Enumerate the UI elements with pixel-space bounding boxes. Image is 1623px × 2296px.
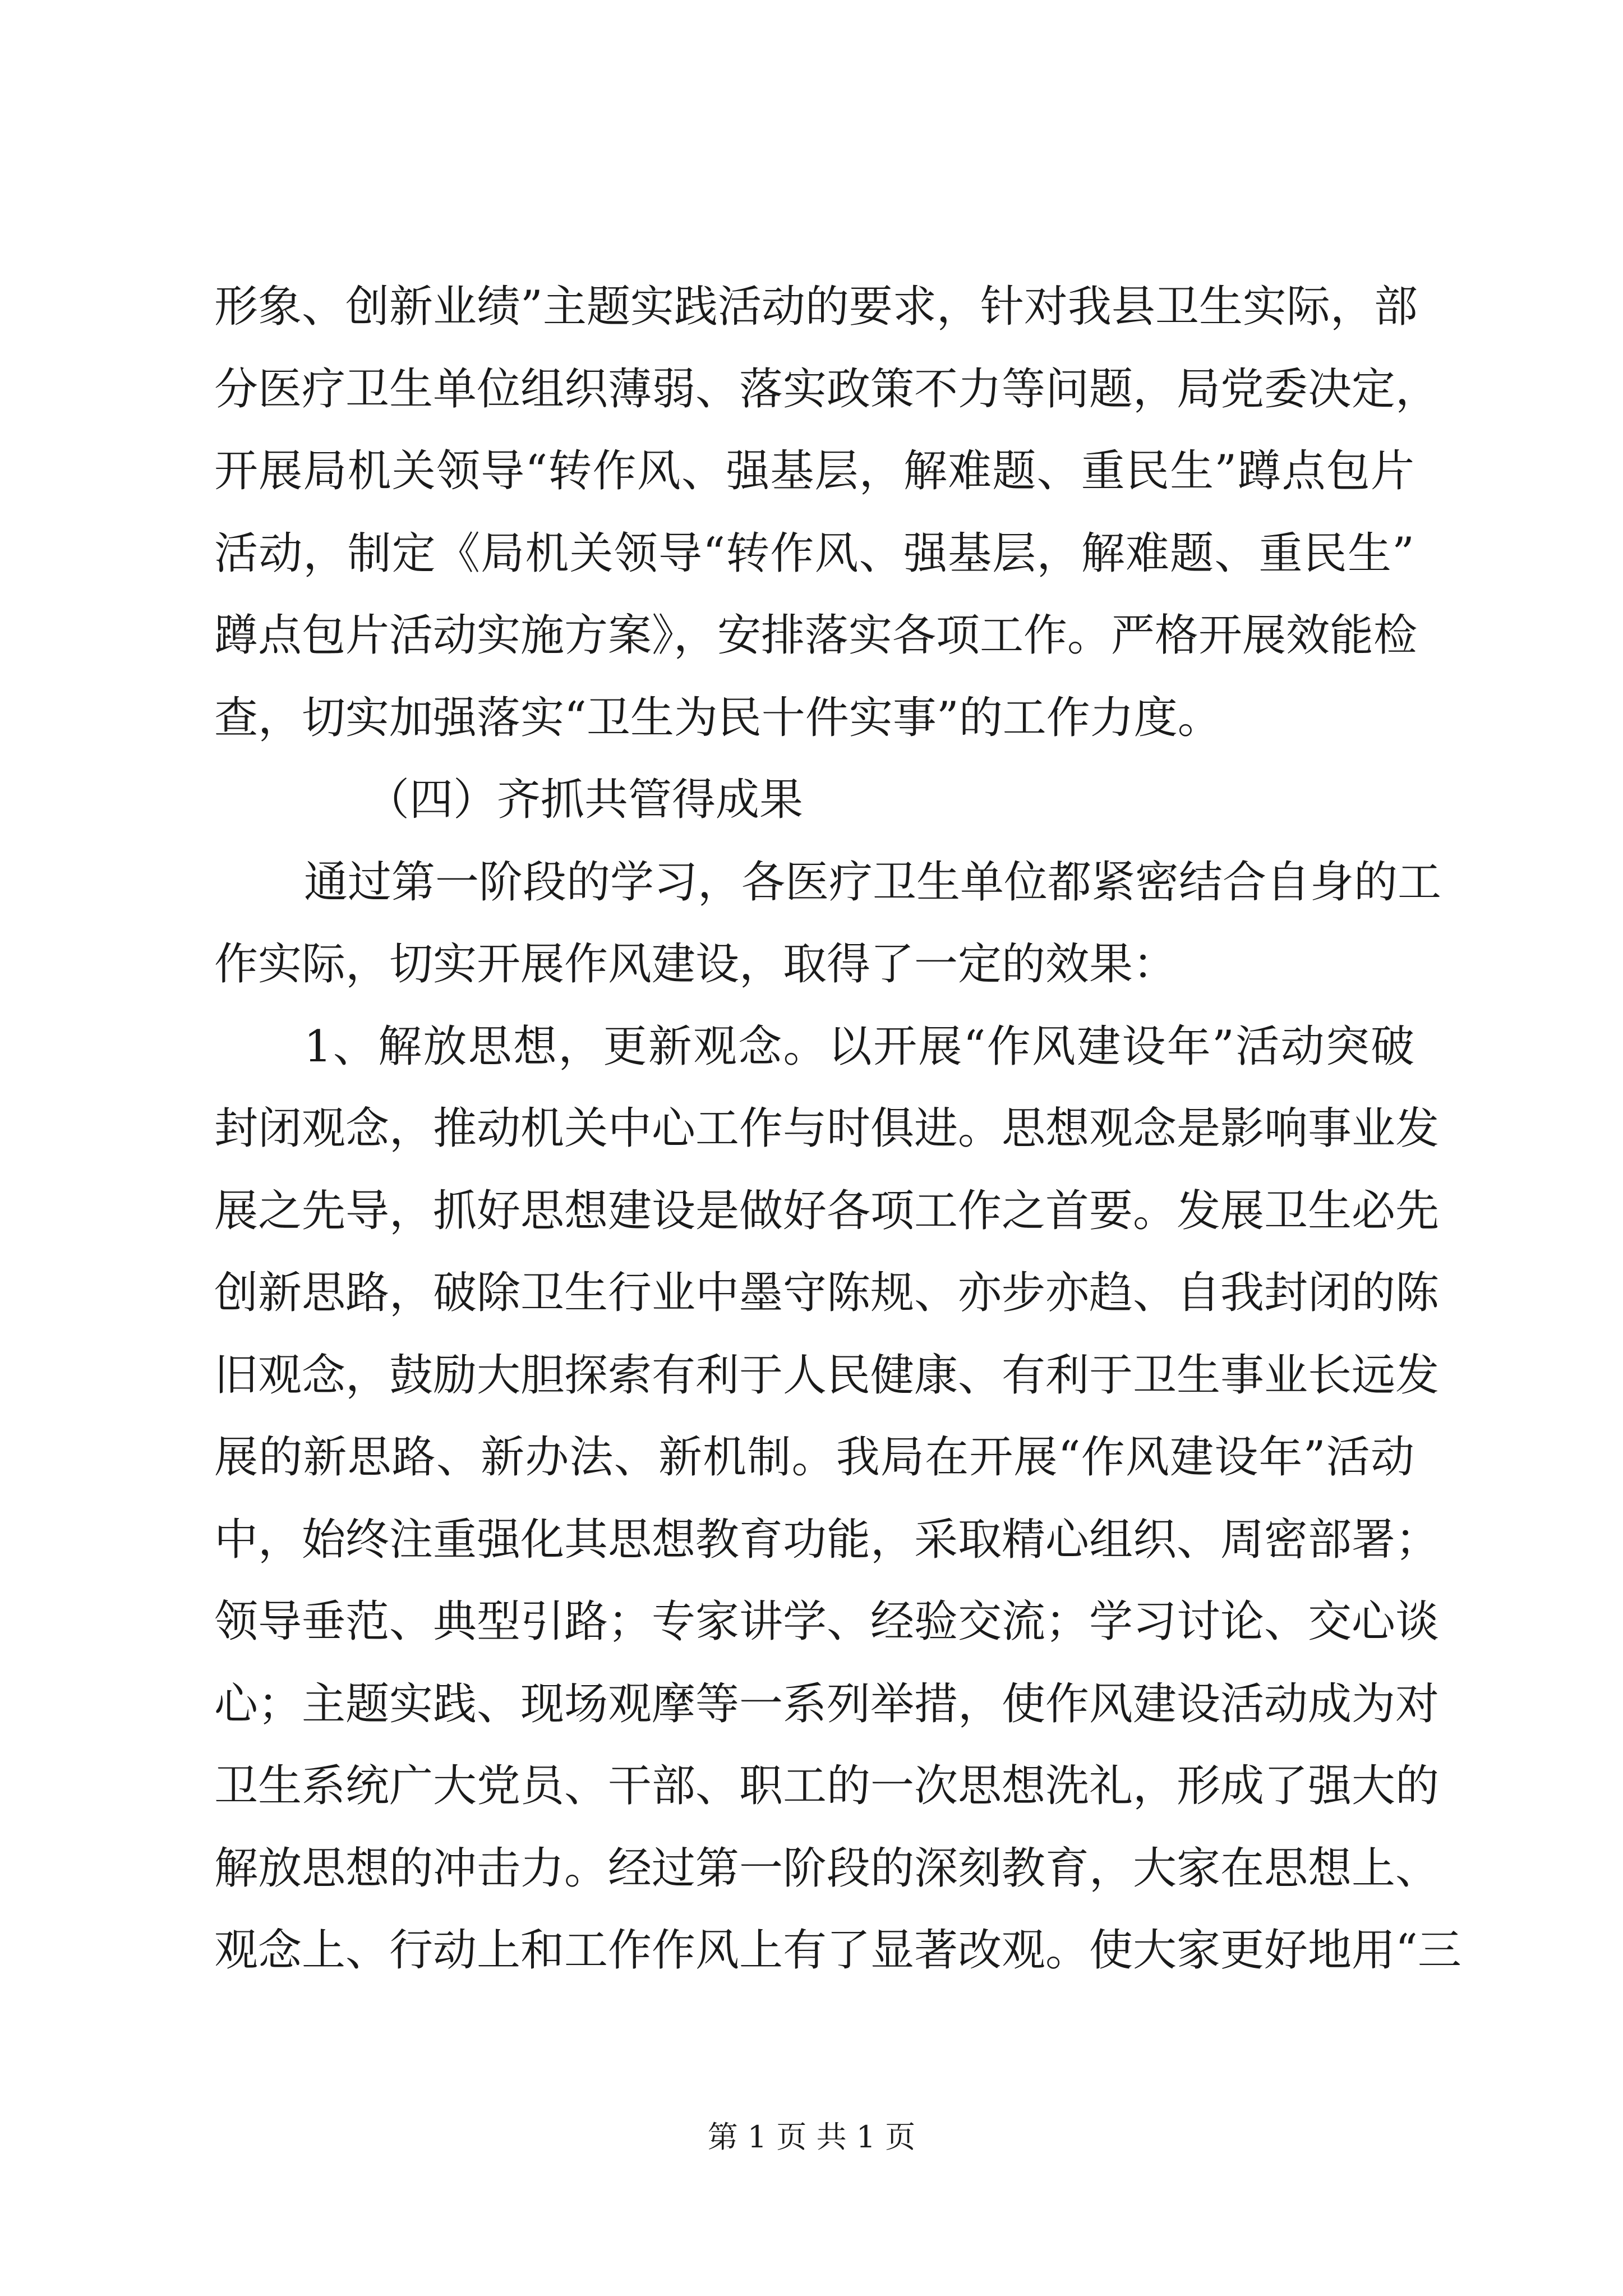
text-line: 1、解放思想，更新观念。以开展“作风建设年”活动突破 — [304, 1021, 1414, 1072]
text-line: 创新思路，破除卫生行业中墨守陈规、亦步亦趋、自我封闭的陈 — [214, 1268, 1440, 1318]
text-line: 展的新思路、新办法、新机制。我局在开展“作风建设年”活动 — [214, 1432, 1414, 1483]
text-line: 解放思想的冲击力。经过第一阶段的深刻教育，大家在思想上、 — [214, 1843, 1440, 1894]
text-line: 蹲点包片活动实施方案》，安排落实各项工作。严格开展效能检 — [214, 610, 1418, 661]
text-line: 作实际，切实开展作风建设，取得了一定的效果： — [214, 939, 1177, 990]
text-line: 活动，制定《局机关领导“转作风、强基层，解难题、重民生” — [214, 528, 1414, 579]
text-line: 形象、创新业绩”主题实践活动的要求，针对我县卫生实际，部 — [214, 282, 1418, 332]
text-line: 领导垂范、典型引路；专家讲学、经验交流；学习讨论、交心谈 — [214, 1596, 1440, 1647]
text-line: 卫生系统广大党员、干部、职工的一次思想洗礼，形成了强大的 — [214, 1761, 1440, 1811]
text-line: 中，始终注重强化其思想教育功能，采取精心组织、周密部署； — [214, 1514, 1440, 1565]
text-line: 封闭观念，推动机关中心工作与时俱进。思想观念是影响事业发 — [214, 1103, 1440, 1154]
text-line: 查，切实加强落实“卫生为民十件实事”的工作力度。 — [214, 692, 1221, 743]
text-line: 通过第一阶段的学习，各医疗卫生单位都紧密结合自身的工 — [304, 857, 1442, 908]
text-line: 心；主题实践、现场观摩等一系列举措，使作风建设活动成为对 — [214, 1678, 1440, 1729]
text-line: 展之先导，抓好思想建设是做好各项工作之首要。发展卫生必先 — [214, 1185, 1440, 1236]
text-line: 旧观念，鼓励大胆探索有利于人民健康、有利于卫生事业长远发 — [214, 1350, 1440, 1401]
text-line: 开展局机关领导“转作风、强基层，解难题、重民生”蹲点包片 — [214, 446, 1414, 496]
text-line: 观念上、行动上和工作作风上有了显著改观。使大家更好地用“三 — [214, 1925, 1461, 1976]
page-footer: 第 1 页 共 1 页 — [707, 2119, 916, 2155]
section-heading: （四）齐抓共管得成果 — [366, 775, 804, 825]
text-line: 分医疗卫生单位组织薄弱、落实政策不力等问题，局党委决定， — [214, 364, 1440, 415]
